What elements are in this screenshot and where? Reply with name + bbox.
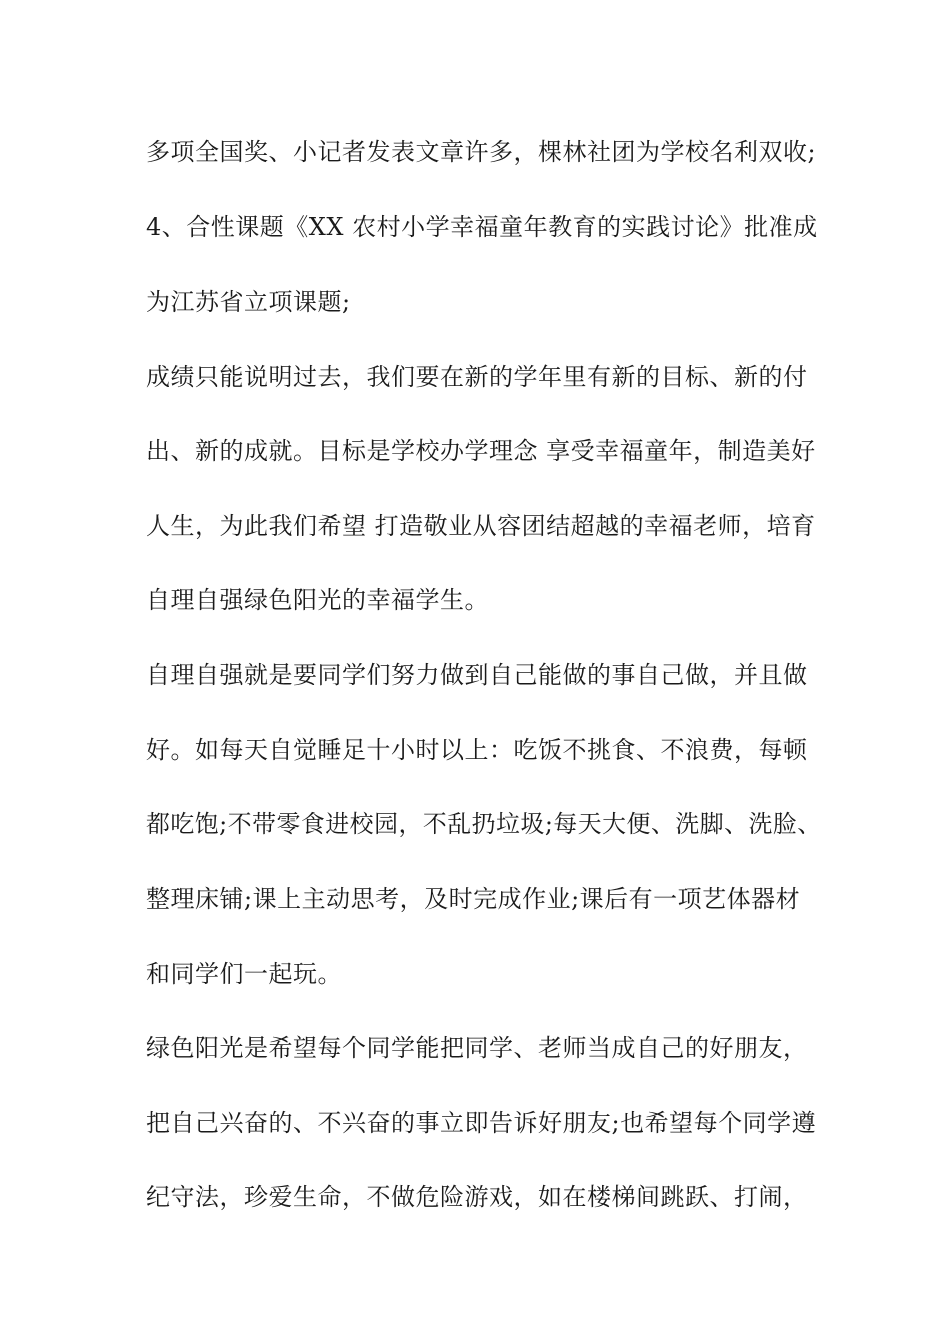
text-line-2: 4、合性课题《XX 农村小学幸福童年教育的实践讨论》批准成	[146, 213, 818, 241]
text-line-14: 把自己兴奋的、不兴奋的事立即告诉好朋友;也希望每个同学遵	[146, 1109, 817, 1137]
text-line-6: 人生，为此我们希望 打造敬业从容团结超越的幸福老师，培育	[146, 512, 816, 540]
text-line-5: 出、新的成就。目标是学校办学理念 享受幸福童年，制造美好	[146, 437, 816, 465]
text-line-8: 自理自强就是要同学们努力做到自己能做的事自己做，并且做	[146, 661, 808, 689]
text-line-7: 自理自强绿色阳光的幸福学生。	[146, 586, 489, 614]
text-line-4: 成绩只能说明过去，我们要在新的学年里有新的目标、新的付	[146, 363, 808, 391]
text-line-10: 都吃饱;不带零食进校园，不乱扔垃圾;每天大便、洗脚、洗脸、	[146, 810, 822, 838]
text-line-3: 为江苏省立项课题;	[146, 288, 351, 316]
text-line-13: 绿色阳光是希望每个同学能把同学、老师当成自己的好朋友，	[146, 1034, 808, 1062]
text-line-11: 整理床铺;课上主动思考，及时完成作业;课后有一项艺体器材	[146, 885, 801, 913]
text-line-9: 好。如每天自觉睡足十小时以上：吃饭不挑食、不浪费，每顿	[146, 736, 808, 764]
text-line-15: 纪守法，珍爱生命，不做危险游戏，如在楼梯间跳跃、打闹，	[146, 1183, 808, 1211]
text-line-12: 和同学们一起玩。	[146, 960, 342, 988]
text-line-1: 多项全国奖、小记者发表文章许多，棵林社团为学校名利双收;	[146, 138, 817, 166]
